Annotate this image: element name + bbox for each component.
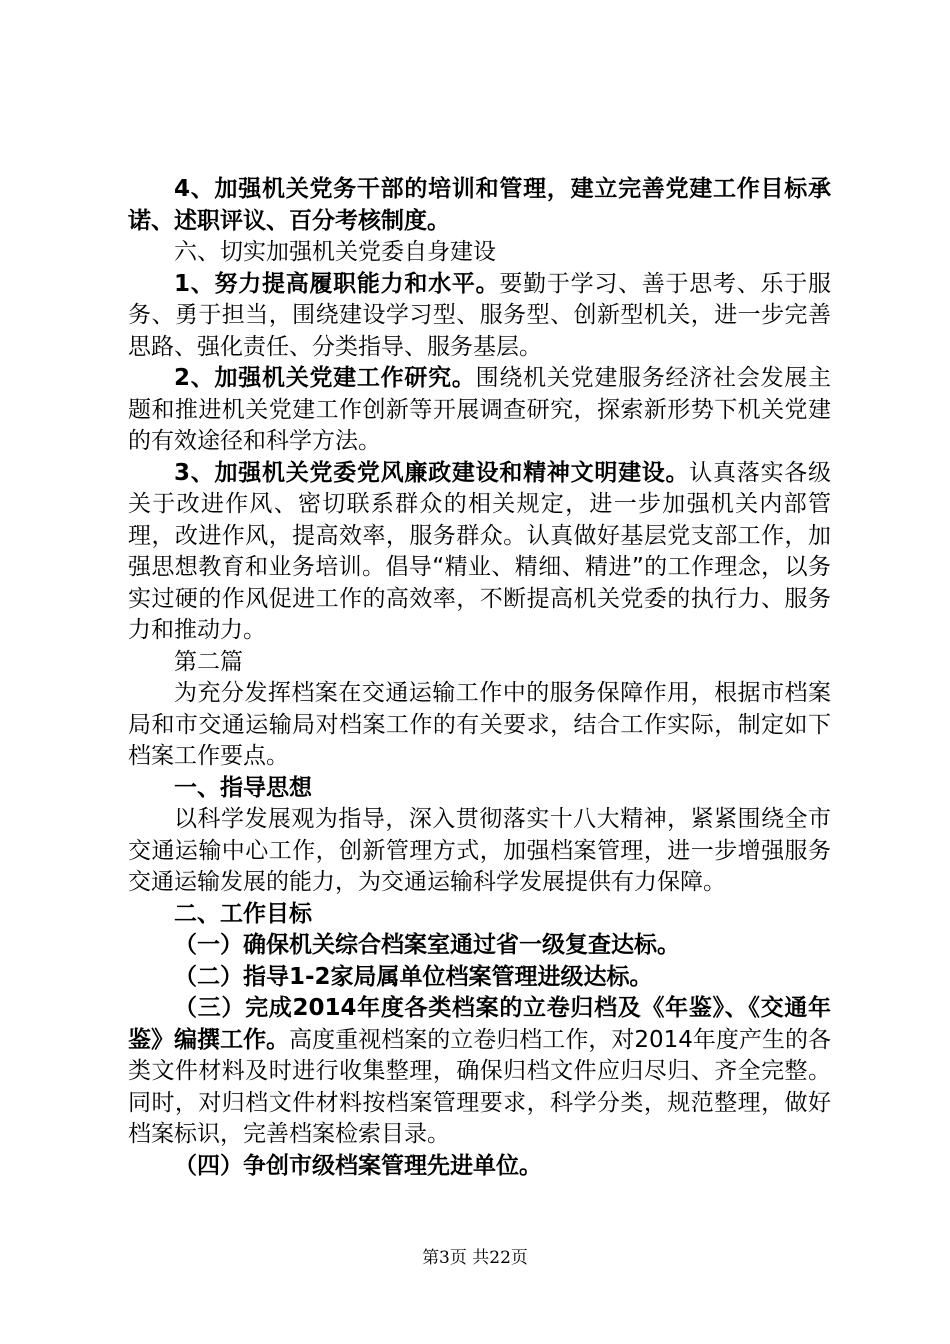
paragraph-intro: 为充分发挥档案在交通运输工作中的服务保障作用，根据市档案局和市交通运输局对档案工作的有关要求，结合工作实际，制定如下档案工作要点。 [128,680,831,769]
paragraph-guiding-thought: 以科学发展观为指导，深入贯彻落实十八大精神，紧紧围绕全市交通运输中心工作，创新管理方式，加强档案管理，进一步增强服务交通运输发展的能力，为交通运输科学发展提供有力保障。 [128,806,831,895]
page-number-label: 第3页 共22页 [422,1248,528,1268]
section-title: 第二篇 [174,648,243,675]
goal-item-3: （三）完成2014年度各类档案的立卷归档及《年鉴》、《交通年鉴》编撰工作。高度重视档案的立卷归档工作，对2014年度产生的各类文件材料及时进行收集整理，确保归档文件应归尽归、齐全完整。同时，对归档文件材料按档案管理要求，科学分类，规范整理，做好档案标识，完善档案检索目录。 [128,995,831,1147]
heading-work-goals: 二、工作目标 [174,900,312,927]
paragraph-item-1: 1、努力提高履职能力和水平。要勤于学习、善于思考、乐于服务、勇于担当，围绕建设学习型、服务型、创新型机关，进一步完善思路、强化责任、分类指导、服务基层。 [128,270,831,360]
paragraph-item-2: 2、加强机关党建工作研究。围绕机关党建服务经济社会发展主题和推进机关党建工作创新等开展调查研究，探索新形势下机关党建的有效途径和科学方法。 [128,365,832,454]
goal-item-4: （四）争创市级档案管理先进单位。 [174,1152,542,1179]
heading-guiding-thought: 一、指导思想 [174,774,312,801]
document-body [128,174,831,1182]
paragraph-item-3: 3、加强机关党委党风廉政建设和精神文明建设。认真落实各级关于改进作风、密切联系群众的相关规定，进一步加强机关内部管理，改进作风，提高效率，服务群众。认真做好基层党支部工作，加强思想教育和业务培训。倡导“精业、精细、精进”的工作理念，以务实过硬的作风促进工作的高效率，不断提高机关党委的执行力、服务力和推动力。 [128,459,831,643]
goal-item-2: （二）指导1-2家局属单位档案管理进级达标。 [174,963,653,990]
goal-item-1: （一）确保机关综合档案室通过省一级复查达标。 [174,932,680,958]
paragraph-item-4: 4、加强机关党务干部的培训和管理，建立完善党建工作目标承诺、述职评议、百分考核制度。 [128,176,831,234]
heading-section-6: 六、切实加强机关党委自身建设 [174,239,496,265]
page-footer [0,1243,950,1268]
